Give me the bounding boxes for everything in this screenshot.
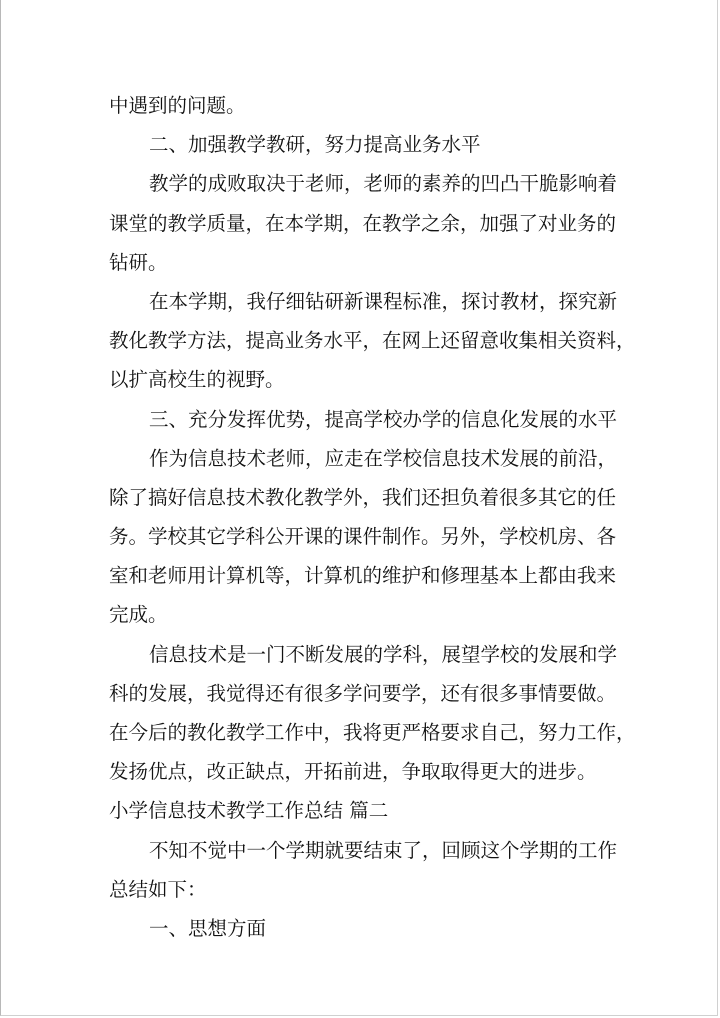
document-title: 小学信息技术教学工作总结 篇二 [109, 799, 389, 823]
section-heading: 二、加强教学教研，努力提高业务水平 [149, 133, 481, 157]
text-line: 发扬优点，改正缺点，开拓前进，争取取得更大的进步。 [109, 760, 597, 784]
text-line: 除了搞好信息技术教化教学外，我们还担负着很多其它的任 [109, 485, 617, 509]
text-line: 在本学期，我仔细钻研新课程标准，探讨教材，探究新 [149, 289, 618, 313]
text-line: 教学的成败取决于老师，老师的素养的凹凸干脆影响着 [149, 172, 618, 196]
text-line: 不知不觉中一个学期就要结束了，回顾这个学期的工作 [149, 838, 618, 862]
text-line: 完成。 [109, 603, 168, 627]
text-line: 在今后的教化教学工作中，我将更严格要求自己，努力工作， [109, 721, 636, 744]
section-heading: 三、充分发挥优势，提高学校办学的信息化发展的水平 [149, 407, 618, 431]
text-line: 总结如下： [109, 877, 207, 901]
text-line: 中遇到的问题。 [109, 94, 246, 117]
text-line: 作为信息技术老师，应走在学校信息技术发展的前沿， [149, 446, 618, 470]
text-line: 信息技术是一门不断发展的学科，展望学校的发展和学 [149, 642, 618, 666]
section-heading: 一、思想方面 [149, 916, 267, 940]
text-line: 教化教学方法，提高业务水平，在网上还留意收集相关资料， [109, 329, 636, 353]
document-body [109, 86, 636, 948]
text-line: 钻研。 [109, 250, 168, 274]
text-line: 务。学校其它学科公开课的课件制作。另外，学校机房、各 [109, 525, 617, 549]
text-line: 室和老师用计算机等，计算机的维护和修理基本上都由我来 [109, 564, 617, 588]
text-line: 科的发展，我觉得还有很多学问要学，还有很多事情要做。 [109, 681, 617, 705]
text-line: 以扩高校生的视野。 [109, 368, 285, 392]
text-line: 课堂的教学质量，在本学期，在教学之余，加强了对业务的 [109, 211, 617, 235]
